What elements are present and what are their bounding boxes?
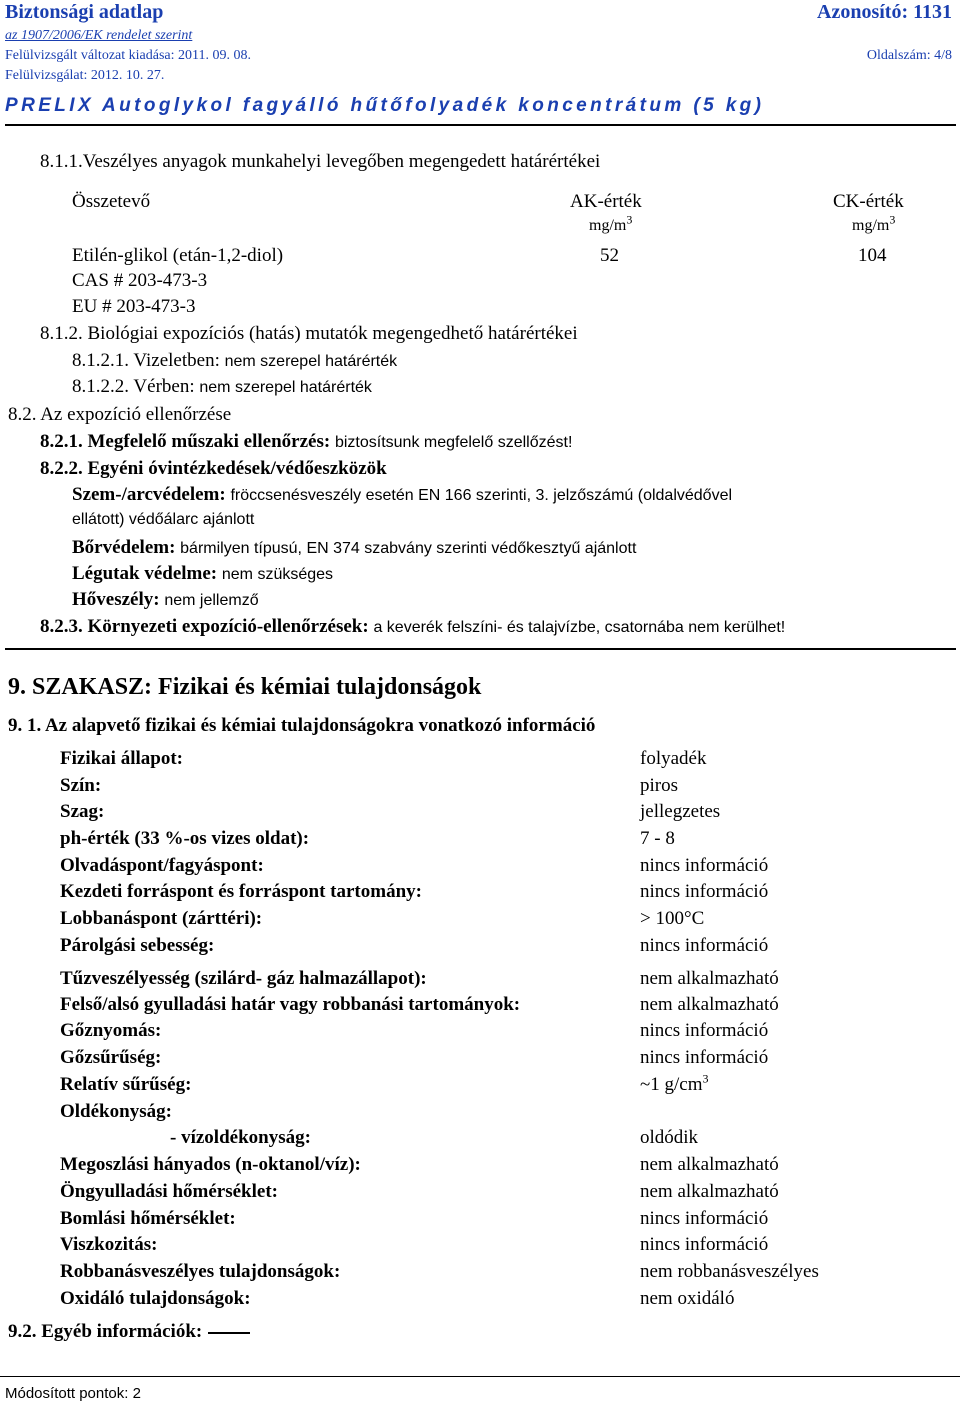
property-value: nincs információ: [640, 1208, 769, 1229]
document-header: [5, 0, 952, 84]
header-divider: [5, 124, 956, 126]
col-component: Összetevő: [72, 191, 151, 212]
ak-value: 52: [600, 245, 619, 266]
property-label: Gőznyomás:: [60, 1020, 162, 1041]
tech-control: 8.2.1. Megfelelő műszaki ellenőrzés: biztosítsunk megfelelő szellőzést!: [40, 431, 573, 452]
limits-heading: 8.1.1.Veszélyes anyagok munkahelyi levegőben megengedett határértékei: [40, 151, 601, 172]
property-label: Kezdeti forráspont és forráspont tartomány:: [60, 881, 422, 902]
property-label: Lobbanáspont (zárttéri):: [60, 908, 263, 929]
bio-urine: 8.1.2.1. Vizeletben: nem szerepel határérték: [72, 350, 398, 371]
property-value: nem alkalmazható: [640, 1181, 779, 1202]
property-value: > 100°C: [640, 908, 705, 929]
property-value: ~1 $g/cm^3$: [640, 1071, 709, 1095]
property-value: 7 - 8: [640, 828, 675, 849]
regulation-link[interactable]: az 1907/2006/EK rendelet szerint: [5, 28, 193, 43]
property-label: Bomlási hőmérséklet:: [60, 1208, 236, 1229]
eye-protection: Szem-/arcvédelem: fröccsenésveszély esetén EN 166 szerinti, 3. jelzőszámú (oldalvédővel: [72, 484, 733, 505]
property-value: nem oxidáló: [640, 1288, 735, 1309]
property-label: Gőzsűrűség:: [60, 1047, 162, 1068]
property-label: Olvadáspont/fagyáspont:: [60, 855, 264, 876]
eu-number: EU # 203-473-3: [72, 296, 196, 317]
property-label: Öngyulladási hőmérséklet:: [60, 1181, 278, 1202]
property-label: Viszkozitás:: [60, 1234, 158, 1255]
property-label: Tűzveszélyesség (szilárd- gáz halmazállapot):: [60, 968, 427, 989]
modified-points: Módosított pontok: 2: [5, 1385, 141, 1402]
property-value: nincs információ: [640, 1234, 769, 1255]
heat-hazard: Hőveszély: nem jellemző: [72, 589, 259, 610]
property-value: oldódik: [640, 1127, 699, 1148]
property-value: nincs információ: [640, 1047, 769, 1068]
col-ak: AK-érték: [570, 191, 642, 212]
substance-name: Etilén-glikol (etán-1,2-diol): [72, 245, 284, 266]
exposure-heading: 8.2. Az expozíció ellenőrzése: [8, 404, 232, 425]
unit-ak: $mg/m^3$: [589, 212, 633, 234]
revised-version: Felülvizsgált változat kiadása: 2011. 09. 08.: [5, 48, 251, 63]
property-label: Fizikai állapot:: [60, 748, 183, 769]
revision-date: Felülvizsgálat: 2012. 10. 27.: [5, 68, 165, 83]
property-value: nincs információ: [640, 935, 769, 956]
property-label: Relatív sűrűség:: [60, 1074, 192, 1095]
property-label: Megoszlási hányados (n-oktanol/víz):: [60, 1154, 361, 1175]
page-footer: [0, 1376, 960, 1402]
property-label: Robbanásveszélyes tulajdonságok:: [60, 1261, 341, 1282]
section9-subheading: 9. 1. Az alapvető fizikai és kémiai tulajdonságokra vonatkozó információ: [8, 715, 596, 736]
other-info: 9.2. Egyéb információk:: [8, 1322, 250, 1341]
document-id: Azonosító: 1131: [817, 1, 952, 23]
cas-number: CAS # 203-473-3: [72, 270, 208, 291]
property-value: nincs információ: [640, 855, 769, 876]
property-value: jellegzetes: [640, 801, 721, 822]
property-value: nem alkalmazható: [640, 994, 779, 1015]
resp-protection: Légutak védelme: nem szükséges: [72, 563, 334, 584]
property-label: ph-érték (33 %-os vizes oldat):: [60, 828, 310, 849]
property-value: nem alkalmazható: [640, 968, 779, 989]
property-value: nem alkalmazható: [640, 1154, 779, 1175]
density-exponent: 3: [702, 1071, 709, 1086]
ppe-heading: 8.2.2. Egyéni óvintézkedések/védőeszközök: [40, 458, 387, 479]
property-label: Párolgási sebesség:: [60, 935, 215, 956]
property-value: nincs információ: [640, 1020, 769, 1041]
unit-ck: $mg/m^3$: [852, 212, 896, 234]
ck-value: 104: [858, 245, 887, 266]
property-value: nincs információ: [640, 881, 769, 902]
skin-protection: Bőrvédelem: bármilyen típusú, EN 374 szabvány szerinti védőkesztyű ajánlott: [72, 537, 637, 558]
property-label: Oxidáló tulajdonságok:: [60, 1288, 251, 1309]
eye-protection-cont: ellátott) védőálarc ajánlott: [72, 511, 255, 528]
property-value: piros: [640, 775, 678, 796]
property-value: nem robbanásveszélyes: [640, 1261, 819, 1282]
document-title: Biztonsági adatlap: [5, 1, 164, 23]
property-label: - vízoldékonyság:: [170, 1127, 311, 1148]
bio-blood: 8.1.2.2. Vérben: nem szerepel határérték: [72, 376, 372, 397]
empty-dash: [208, 1332, 250, 1334]
col-ck: CK-érték: [833, 191, 904, 212]
page-number: Oldalszám: 4/8: [866, 48, 952, 63]
bio-heading: 8.1.2. Biológiai expozíciós (hatás) mutatók megengedhető határértékei: [40, 323, 578, 344]
property-label: Oldékonyság:: [60, 1101, 172, 1122]
section9-heading: 9. SZAKASZ: Fizikai és kémiai tulajdonságok: [8, 674, 482, 700]
property-label: Szín:: [60, 775, 102, 796]
product-name: PRELIX Autoglykol fagyálló hűtőfolyadék koncentrátum (5 kg): [5, 95, 765, 116]
property-label: Felső/alsó gyulladási határ vagy robbanási tartományok:: [60, 994, 521, 1015]
property-label: Szag:: [60, 801, 105, 822]
section-divider: [5, 648, 956, 650]
env-control: 8.2.3. Környezeti expozíció-ellenőrzések: a keverék felszíni- és talajvízbe, csatornába nem kerülhet!: [40, 616, 786, 637]
property-value: folyadék: [640, 748, 707, 769]
